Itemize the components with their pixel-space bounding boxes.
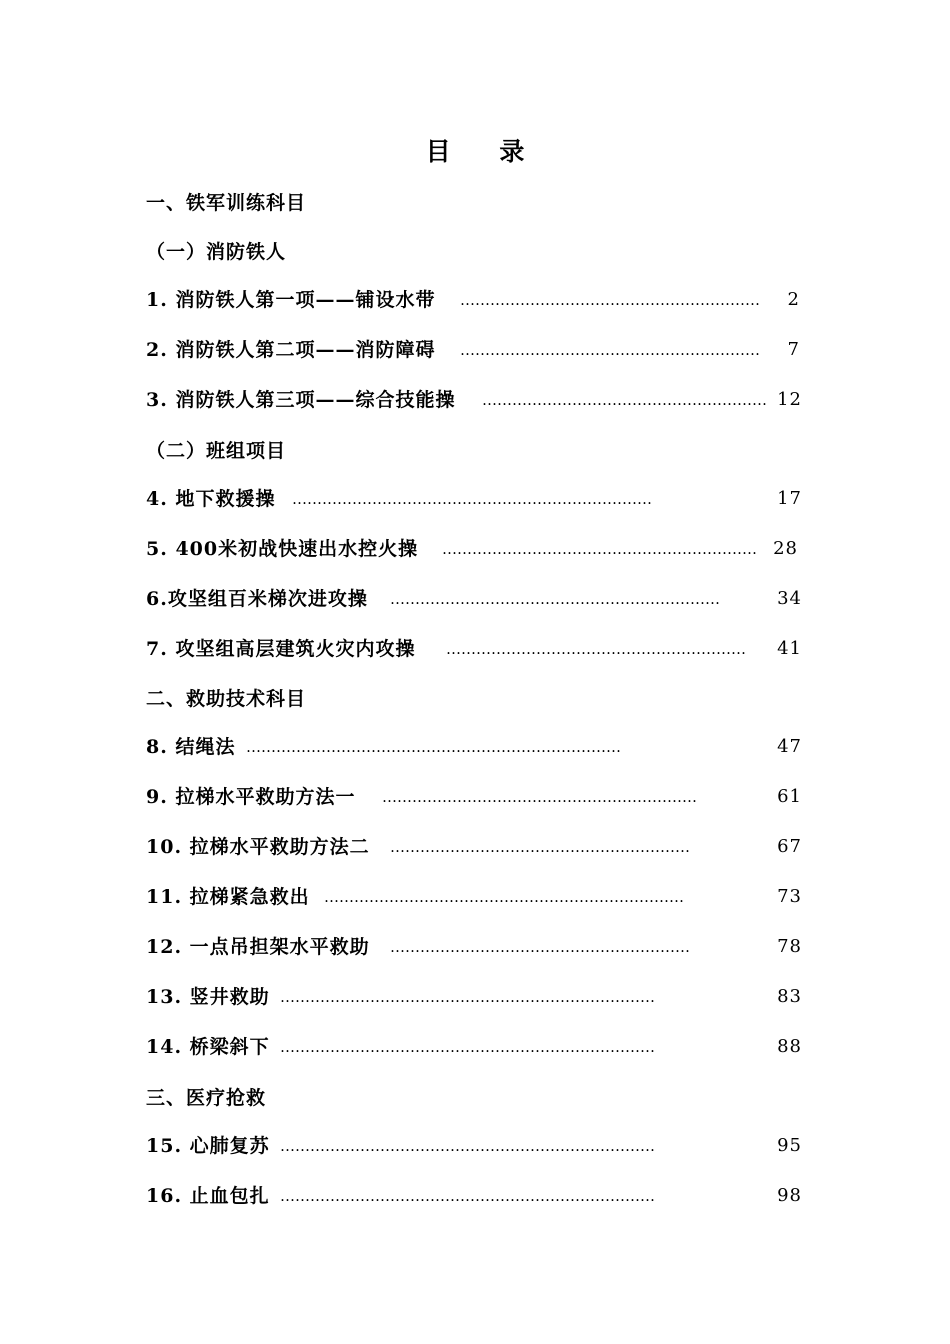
toc-entry-label: 6.攻坚组百米梯次进攻操 [146,588,368,610]
toc-leader-dots: ……………………………………………………………… [324,888,684,906]
toc-entry-label: 10. 拉梯水平救助方法二 [146,836,370,858]
toc-entry[interactable] [146,932,802,962]
toc-page-number: 34 [777,588,802,609]
toc-entry[interactable] [146,1181,802,1211]
toc-page-number: 73 [777,886,802,907]
toc-page-number: 95 [777,1135,802,1156]
toc-leader-dots: …………………………………………………… [390,938,690,956]
toc-leader-dots: …………………………………………………… [460,341,760,359]
toc-leader-dots: ……………………………………………………… [442,540,757,558]
section-heading-medical: 三、医疗抢救 [146,1087,267,1109]
toc-entry[interactable] [146,484,802,514]
toc-entry-label: 3. 消防铁人第三项——综合技能操 [146,389,456,411]
toc-entry[interactable] [146,982,802,1012]
toc-entry-label: 13. 竖井救助 [146,986,270,1008]
toc-entry[interactable] [146,534,798,564]
toc-entry-label: 11. 拉梯紧急救出 [146,886,310,908]
toc-page-number: 12 [777,389,802,410]
toc-page-number: 83 [777,986,802,1007]
toc-entry[interactable] [146,1131,802,1161]
section-heading-rescue: 二、救助技术科目 [146,688,307,710]
toc-entry-label: 5. 400米初战快速出水控火操 [146,538,419,560]
toc-entry-label: 8. 结绳法 [146,736,236,758]
section-heading-training: 一、铁军训练科目 [146,192,307,214]
toc-entry[interactable] [146,732,802,762]
toc-entry-label: 15. 心肺复苏 [146,1135,270,1157]
toc-leader-dots: ………………………………………………………………… [280,988,655,1006]
toc-entry[interactable] [146,882,802,912]
toc-entry-label: 2. 消防铁人第二项——消防障碍 [146,339,436,361]
toc-page-number: 88 [777,1036,802,1057]
subsection-heading-iron-man: （一）消防铁人 [146,241,287,263]
toc-page-number: 28 [773,538,798,559]
toc-entry-label: 9. 拉梯水平救助方法一 [146,786,356,808]
toc-entry[interactable] [146,634,802,664]
toc-leader-dots: ………………………………………………………………… [280,1187,655,1205]
toc-leader-dots: …………………………………………………… [460,291,760,309]
subsection-heading-team: （二）班组项目 [146,440,287,462]
toc-leader-dots: ………………………………………………… [482,391,767,409]
toc-leader-dots: ………………………………………………………… [390,590,720,608]
toc-page-number: 67 [777,836,802,857]
toc-page-number: 7 [787,339,800,360]
toc-entry-label: 14. 桥梁斜下 [146,1036,270,1058]
toc-entry[interactable] [146,782,802,812]
toc-page-number: 98 [777,1185,802,1206]
toc-leader-dots: ………………………………………………………………… [246,738,621,756]
toc-leader-dots: ………………………………………………………………… [280,1038,655,1056]
toc-leader-dots: ………………………………………………………………… [280,1137,655,1155]
toc-entry[interactable] [146,285,800,315]
toc-entry-label: 4. 地下救援操 [146,488,276,510]
toc-leader-dots: …………………………………………………… [446,640,746,658]
toc-page-number: 2 [787,289,800,310]
toc-entry[interactable] [146,584,802,614]
toc-leader-dots: …………………………………………………… [390,838,690,856]
toc-entry-label: 1. 消防铁人第一项——铺设水带 [146,289,436,311]
toc-entry[interactable] [146,385,802,415]
toc-entry-label: 12. 一点吊担架水平救助 [146,936,370,958]
toc-entry[interactable] [146,335,800,365]
toc-leader-dots: ……………………………………………………… [382,788,697,806]
toc-entry-label: 16. 止血包扎 [146,1185,270,1207]
toc-entry[interactable] [146,832,802,862]
toc-page-number: 78 [777,936,802,957]
toc-entry-label: 7. 攻坚组高层建筑火灾内攻操 [146,638,416,660]
toc-leader-dots: ……………………………………………………………… [292,490,652,508]
toc-entry[interactable] [146,1032,802,1062]
toc-page-number: 61 [777,786,802,807]
toc-page-number: 47 [777,736,802,757]
page-title: 目 录 [425,137,545,166]
toc-page-number: 41 [777,638,802,659]
toc-page-number: 17 [777,488,802,509]
